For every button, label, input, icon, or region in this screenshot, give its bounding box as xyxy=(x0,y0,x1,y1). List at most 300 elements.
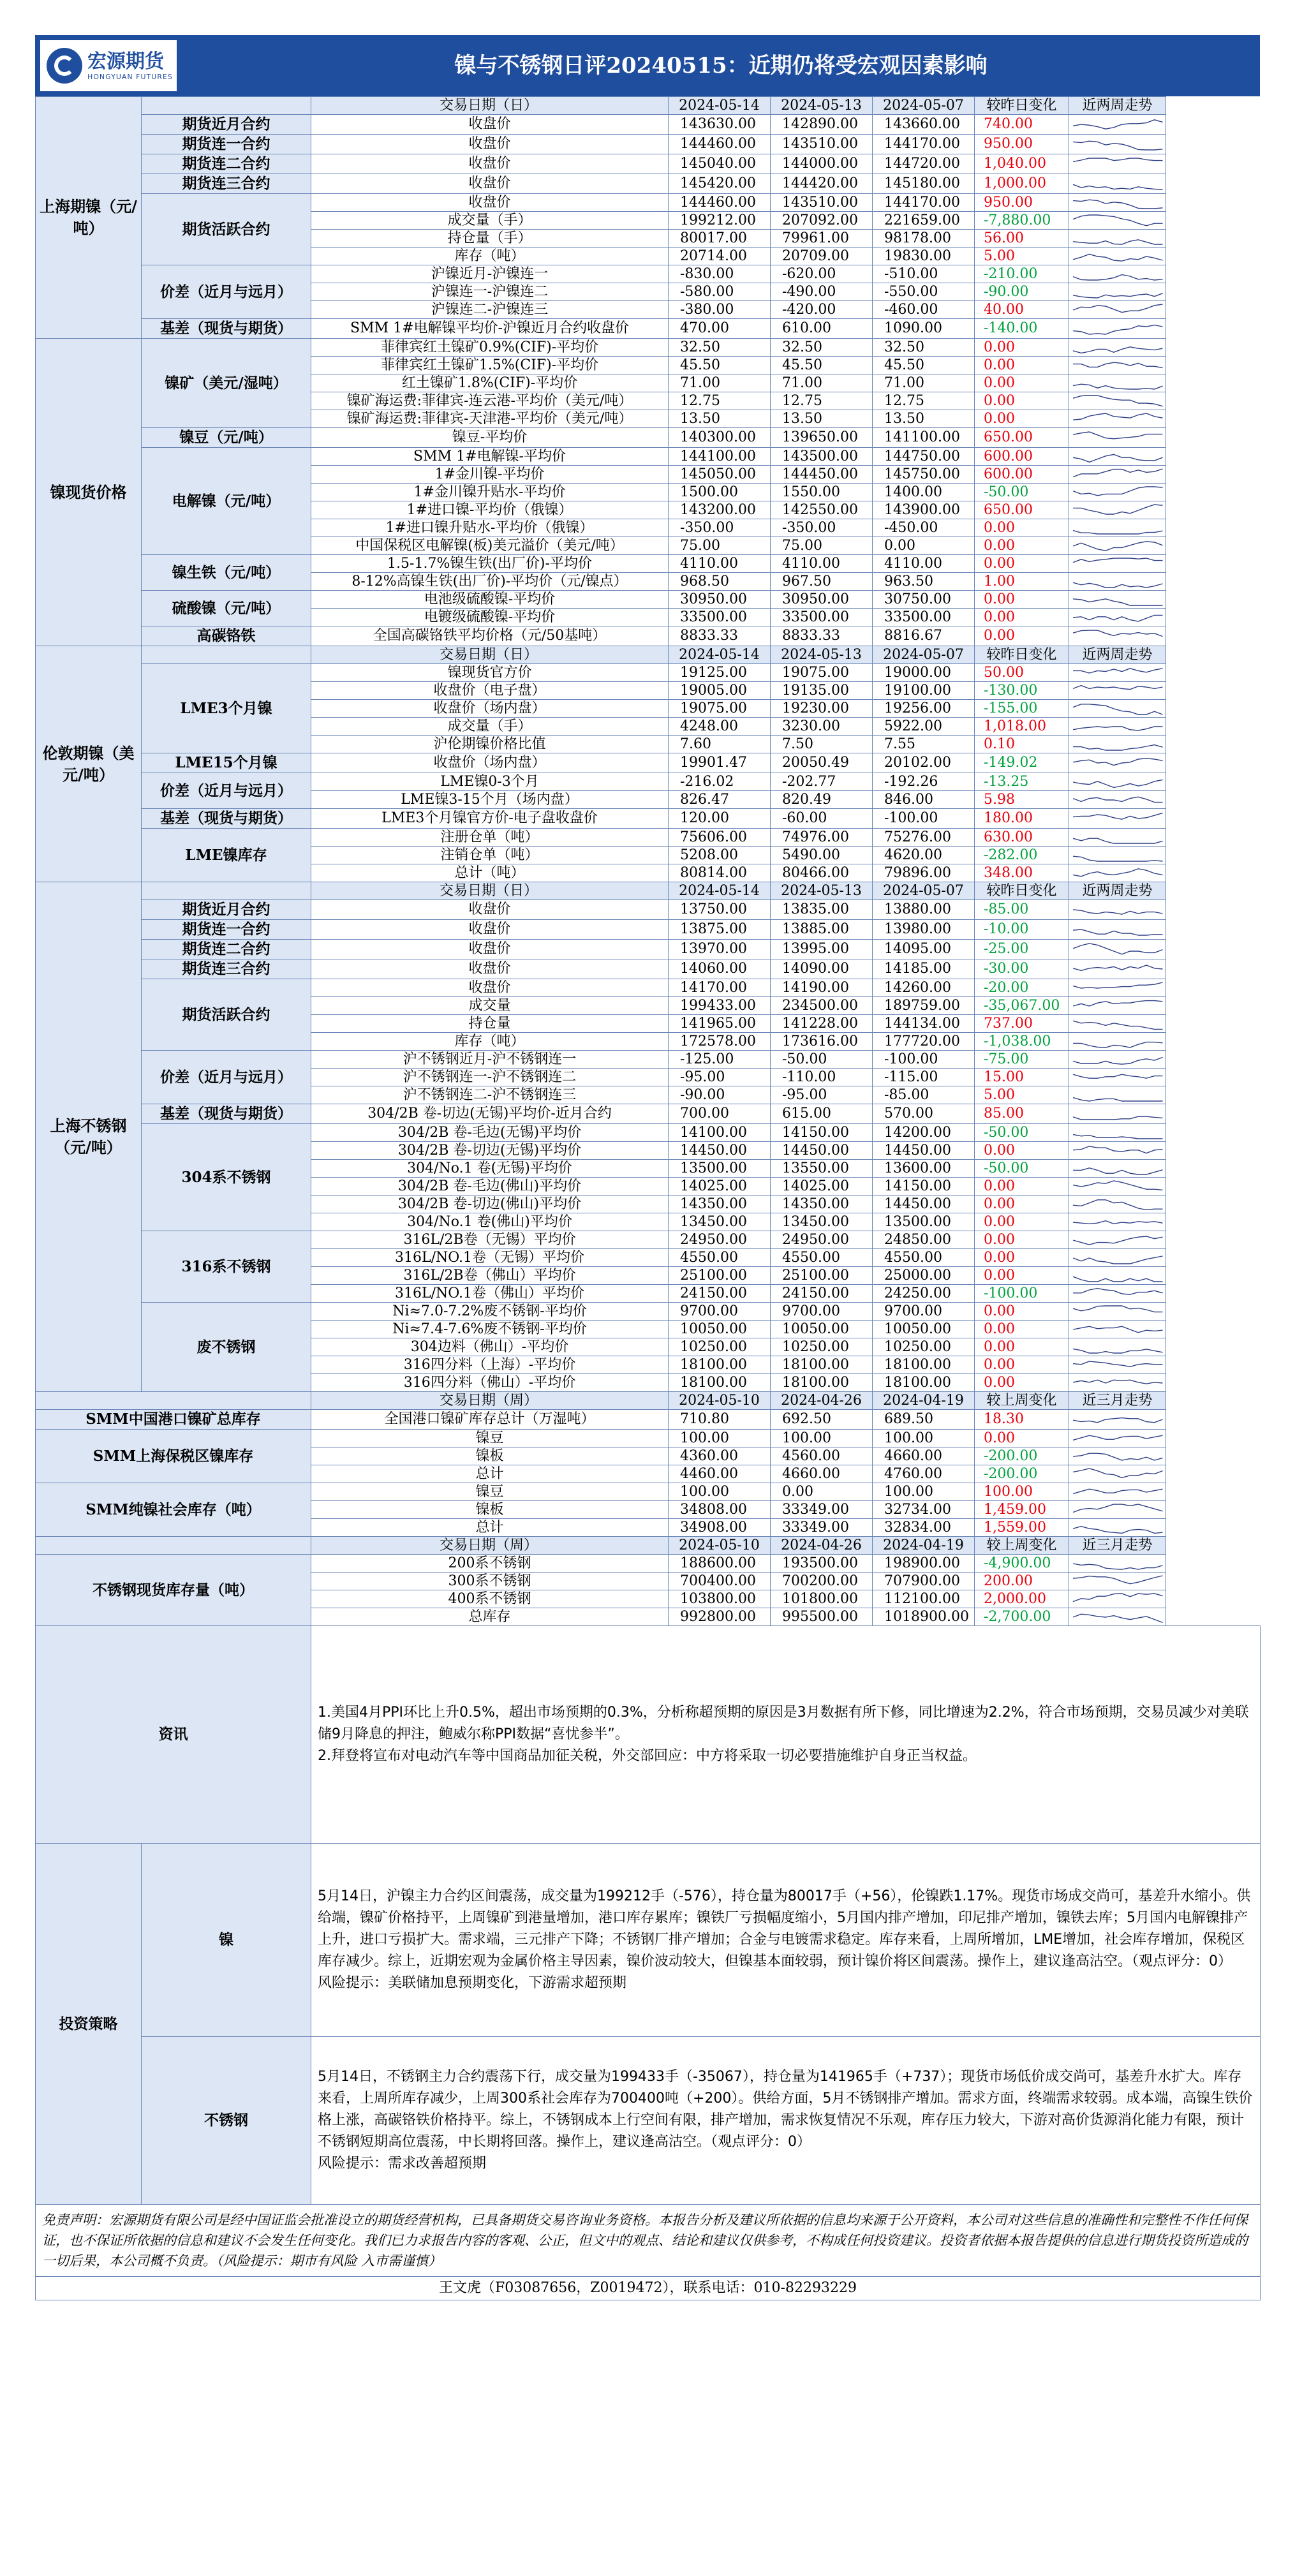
trend-cell xyxy=(1069,484,1166,501)
change-cell: 600.00 xyxy=(975,466,1069,484)
value-cell: 193500.00 xyxy=(771,1555,873,1573)
indicator-name: LME3个月镍官方价-电子盘收盘价 xyxy=(311,809,669,829)
change-cell: 2,000.00 xyxy=(975,1590,1069,1608)
trend-line xyxy=(1073,1504,1162,1513)
trend-line xyxy=(1073,797,1162,802)
value-cell: -510.00 xyxy=(873,265,975,283)
trend-cell xyxy=(1069,339,1166,357)
indicator-name: 1#金川镍-平均价 xyxy=(311,466,669,484)
data-row xyxy=(36,809,1261,829)
trend-line xyxy=(1073,1167,1162,1174)
value-cell: 207092.00 xyxy=(771,212,873,230)
trend-cell xyxy=(1069,319,1166,339)
value-cell: 141100.00 xyxy=(873,428,975,448)
value-cell: 4248.00 xyxy=(669,718,771,736)
value-cell: 14190.00 xyxy=(771,979,873,997)
change-cell: 0.00 xyxy=(975,1321,1069,1338)
indicator-name: 总库存 xyxy=(311,1608,669,1626)
indicator-name: 收盘价 xyxy=(311,900,669,920)
change-cell: 0.00 xyxy=(975,1430,1069,1447)
indicator-name: 300系不锈钢 xyxy=(311,1573,669,1590)
trend-line xyxy=(1073,120,1162,129)
trend-cell xyxy=(1069,1231,1166,1249)
indicator-name: 收盘价 xyxy=(311,174,669,194)
value-cell: 144720.00 xyxy=(873,154,975,174)
value-cell: 142550.00 xyxy=(771,501,873,519)
change-cell: 5.00 xyxy=(975,1086,1069,1104)
indicator-name: Ni≈7.4-7.6%废不锈钢-平均价 xyxy=(311,1321,669,1338)
change-cell: 0.00 xyxy=(975,1231,1069,1249)
trend-cell xyxy=(1069,537,1166,555)
value-cell: 173616.00 xyxy=(771,1033,873,1051)
subgroup-label: 期货近月合约 xyxy=(142,900,311,920)
section-header-row xyxy=(36,1392,1261,1410)
value-cell: 100.00 xyxy=(669,1483,771,1501)
value-cell: 13600.00 xyxy=(873,1160,975,1178)
trend-line xyxy=(1073,1614,1162,1622)
change-cell: 1,000.00 xyxy=(975,174,1069,194)
change-cell: 0.00 xyxy=(975,591,1069,609)
value-cell: 5208.00 xyxy=(669,847,771,864)
news-item: 2.拜登将宣布对电动汽车等中国商品加征关税，外交部回应：中方将采取一切必要措施维护自身正当权益。 xyxy=(318,1748,977,1764)
change-cell: 950.00 xyxy=(975,194,1069,212)
trend-line xyxy=(1073,325,1162,334)
value-cell: 1500.00 xyxy=(669,484,771,501)
change-cell: -90.00 xyxy=(975,283,1069,301)
value-cell: -85.00 xyxy=(873,1086,975,1104)
indicator-name: Ni≈7.0-7.2%废不锈钢-平均价 xyxy=(311,1303,669,1321)
trend-sparkline xyxy=(1072,1502,1163,1518)
contact-row xyxy=(36,2277,1261,2300)
trend-sparkline xyxy=(1072,1215,1163,1230)
subgroup-label: SMM纯镍社会库存（吨） xyxy=(36,1483,311,1537)
value-cell: 14450.00 xyxy=(873,1195,975,1213)
indicator-name: 注销仓单（吨） xyxy=(311,847,669,864)
column-header: 2024-04-19 xyxy=(873,1392,975,1410)
value-cell: 79961.00 xyxy=(771,230,873,248)
trend-line xyxy=(1073,668,1162,672)
value-cell: 4620.00 xyxy=(873,847,975,864)
change-cell: 1,459.00 xyxy=(975,1501,1069,1519)
value-cell: 144170.00 xyxy=(873,194,975,212)
trend-sparkline xyxy=(1072,592,1163,607)
value-cell: -216.02 xyxy=(669,773,771,791)
trend-line xyxy=(1073,780,1162,787)
indicator-name: 收盘价 xyxy=(311,959,669,979)
value-cell: 45.50 xyxy=(873,357,975,374)
blank-cell xyxy=(142,882,311,900)
change-cell: 0.00 xyxy=(975,626,1069,646)
change-cell: -85.00 xyxy=(975,900,1069,920)
indicator-name: 316L/NO.1卷（无锡）平均价 xyxy=(311,1249,669,1267)
value-cell: 100.00 xyxy=(873,1483,975,1501)
change-cell: -200.00 xyxy=(975,1447,1069,1465)
trend-line xyxy=(1073,1435,1162,1440)
trend-line xyxy=(1073,184,1162,189)
value-cell: 19005.00 xyxy=(669,682,771,700)
trend-cell xyxy=(1069,283,1166,301)
indicator-name: 收盘价（场内盘） xyxy=(311,700,669,718)
trend-cell xyxy=(1069,1555,1166,1573)
trend-sparkline xyxy=(1072,1412,1163,1427)
column-header: 近两周走势 xyxy=(1069,646,1166,664)
section-header-row xyxy=(36,882,1261,900)
trend-cell xyxy=(1069,135,1166,154)
value-cell: 4110.00 xyxy=(669,555,771,573)
trend-line xyxy=(1073,1564,1162,1569)
data-row xyxy=(36,265,1261,283)
value-cell: 199212.00 xyxy=(669,212,771,230)
trend-cell xyxy=(1069,1410,1166,1430)
indicator-name: LME镍0-3个月 xyxy=(311,773,669,791)
indicator-name: 304边料（佛山）-平均价 xyxy=(311,1338,669,1356)
value-cell: 75.00 xyxy=(771,537,873,555)
value-cell: 25100.00 xyxy=(669,1267,771,1285)
indicator-name: 收盘价 xyxy=(311,940,669,959)
group-label: 镍现货价格 xyxy=(36,339,142,646)
value-cell: -830.00 xyxy=(669,265,771,283)
value-cell: 33349.00 xyxy=(771,1519,873,1537)
trend-cell xyxy=(1069,1303,1166,1321)
indicator-name: 304/2B 卷-切边(无锡)平均价 xyxy=(311,1142,669,1160)
subgroup-label: 价差（近月与远月） xyxy=(142,1051,311,1104)
value-cell: 4550.00 xyxy=(771,1249,873,1267)
column-header: 2024-05-14 xyxy=(669,882,771,900)
trend-sparkline xyxy=(1072,628,1163,644)
value-cell: 7.50 xyxy=(771,736,873,753)
indicator-name: 304/2B 卷-切边(无锡)平均价-近月合约 xyxy=(311,1104,669,1124)
value-cell: 4660.00 xyxy=(873,1447,975,1465)
trend-line xyxy=(1073,615,1162,621)
value-cell: 143900.00 xyxy=(873,501,975,519)
contact-info: 王文虎（F03087656，Z0019472），联系电话：010-82293229 xyxy=(36,2277,1261,2300)
news-row xyxy=(36,1626,1261,1844)
value-cell: 1400.00 xyxy=(873,484,975,501)
value-cell: 4560.00 xyxy=(771,1447,873,1465)
value-cell: 25000.00 xyxy=(873,1267,975,1285)
value-cell: 140300.00 xyxy=(669,428,771,448)
value-cell: 13970.00 xyxy=(669,940,771,959)
indicator-name: 库存（吨） xyxy=(311,248,669,265)
value-cell: -125.00 xyxy=(669,1051,771,1069)
trend-sparkline xyxy=(1072,1250,1163,1266)
indicator-name: 镍矿海运费:菲律宾-天津港-平均价（美元/吨） xyxy=(311,410,669,428)
value-cell: 33500.00 xyxy=(669,609,771,626)
value-cell: 19830.00 xyxy=(873,248,975,265)
trend-line xyxy=(1073,813,1162,820)
change-cell: -75.00 xyxy=(975,1051,1069,1069)
change-cell: -200.00 xyxy=(975,1465,1069,1483)
value-cell: 234500.00 xyxy=(771,997,873,1015)
change-cell: -20.00 xyxy=(975,979,1069,997)
value-cell: 101800.00 xyxy=(771,1590,873,1608)
trend-sparkline xyxy=(1072,485,1163,500)
trend-line xyxy=(1073,141,1162,150)
value-cell: 20714.00 xyxy=(669,248,771,265)
trend-sparkline xyxy=(1072,1449,1163,1464)
indicator-name: 收盘价 xyxy=(311,154,669,174)
trend-cell xyxy=(1069,1573,1166,1590)
value-cell: 20709.00 xyxy=(771,248,873,265)
value-cell: 177720.00 xyxy=(873,1033,975,1051)
trend-cell xyxy=(1069,791,1166,809)
change-cell: 0.00 xyxy=(975,1195,1069,1213)
trend-cell xyxy=(1069,1590,1166,1608)
data-row xyxy=(36,154,1261,174)
value-cell: -60.00 xyxy=(771,809,873,829)
value-cell: 14350.00 xyxy=(771,1195,873,1213)
value-cell: 144460.00 xyxy=(669,135,771,154)
data-row xyxy=(36,339,1261,357)
subgroup-label: 基差（现货与期货） xyxy=(142,319,311,339)
value-cell: 12.75 xyxy=(669,392,771,410)
indicator-name: 收盘价（电子盘） xyxy=(311,682,669,700)
value-cell: 13450.00 xyxy=(771,1213,873,1231)
trend-cell xyxy=(1069,1160,1166,1178)
trend-sparkline xyxy=(1072,1125,1163,1141)
value-cell: 14450.00 xyxy=(873,1142,975,1160)
column-header: 2024-05-10 xyxy=(669,1537,771,1555)
change-cell: 0.00 xyxy=(975,1213,1069,1231)
trend-cell xyxy=(1069,1447,1166,1465)
trend-cell xyxy=(1069,357,1166,374)
trend-line xyxy=(1073,541,1162,550)
value-cell: -100.00 xyxy=(873,809,975,829)
data-row xyxy=(36,115,1261,135)
value-cell: 19075.00 xyxy=(771,664,873,682)
risk-note: 风险提示：需求改善超预期 xyxy=(318,2156,487,2172)
trend-cell xyxy=(1069,466,1166,484)
strategy-text: 5月14日，不锈钢主力合约震荡下行，成交量为199433手（-35067），持仓量为141965手（+737）；现货市场低价成交尚可，基差升水扩大。库存来看，上周所库存减少，上周300系社会库存为700400吨（+200）。供给方面，5月不锈钢排产增加。需求方面，终端需求较弱。成本端，高镍生铁价格上涨，高碳铬铁价格持平。综上，不锈钢成本上行空间有限，排产增加，需求恢复情况不乐观，库存压力较大，下游对高价货源消化能力有限，预计不锈钢短期高位震荡，中长期将回落。操作上，建议逢高沽空。（观点评分：0） xyxy=(318,2069,1253,2150)
strategy-nickel-label: 镍 xyxy=(142,1844,311,2037)
trend-line xyxy=(1073,1349,1162,1353)
value-cell: 19230.00 xyxy=(771,700,873,718)
value-cell: 18100.00 xyxy=(873,1374,975,1392)
trend-cell xyxy=(1069,700,1166,718)
value-cell: 143500.00 xyxy=(771,448,873,466)
value-cell: 13980.00 xyxy=(873,920,975,940)
column-header: 近三月走势 xyxy=(1069,1537,1166,1555)
value-cell: 13450.00 xyxy=(669,1213,771,1231)
value-cell: 10050.00 xyxy=(669,1321,771,1338)
change-cell: -100.00 xyxy=(975,1285,1069,1303)
value-cell: -380.00 xyxy=(669,301,771,319)
trend-sparkline xyxy=(1072,1052,1163,1067)
value-cell: 30950.00 xyxy=(669,591,771,609)
trend-sparkline xyxy=(1072,866,1163,881)
subgroup-label: 硫酸镍（元/吨） xyxy=(142,591,311,626)
trend-cell xyxy=(1069,1124,1166,1142)
value-cell: 25100.00 xyxy=(771,1267,873,1285)
trend-cell xyxy=(1069,230,1166,248)
value-cell: 32834.00 xyxy=(873,1519,975,1537)
blank-cell xyxy=(142,646,311,664)
trend-sparkline xyxy=(1072,1304,1163,1319)
report-title: 镍与不锈钢日评20240515：近期仍将受宏观因素影响 xyxy=(454,53,988,78)
data-row xyxy=(36,448,1261,466)
value-cell: 9700.00 xyxy=(669,1303,771,1321)
indicator-name: LME镍3-15个月（场内盘） xyxy=(311,791,669,809)
change-cell: 50.00 xyxy=(975,664,1069,682)
indicator-name: 收盘价（场内盘） xyxy=(311,753,669,773)
indicator-name: 316四分料（上海）-平均价 xyxy=(311,1356,669,1374)
trend-cell xyxy=(1069,753,1166,773)
value-cell: 24150.00 xyxy=(669,1285,771,1303)
trend-sparkline xyxy=(1072,1556,1163,1571)
indicator-name: 电镀级硫酸镍-平均价 xyxy=(311,609,669,626)
trend-cell xyxy=(1069,900,1166,920)
value-cell: 120.00 xyxy=(669,809,771,829)
value-cell: 30950.00 xyxy=(771,591,873,609)
trend-cell xyxy=(1069,1104,1166,1124)
change-cell: 740.00 xyxy=(975,115,1069,135)
indicator-name: 库存（吨） xyxy=(311,1033,669,1051)
change-cell: 0.00 xyxy=(975,609,1069,626)
column-header: 2024-05-13 xyxy=(771,646,873,664)
trend-line xyxy=(1073,1576,1162,1584)
trend-line xyxy=(1073,1042,1162,1047)
value-cell: -350.00 xyxy=(771,519,873,537)
value-cell: 13550.00 xyxy=(771,1160,873,1178)
column-header: 交易日期（日） xyxy=(311,882,669,900)
column-header: 较昨日变化 xyxy=(975,646,1069,664)
trend-sparkline xyxy=(1072,1340,1163,1355)
subgroup-label: LME3个月镍 xyxy=(142,664,311,753)
indicator-name: 镍板 xyxy=(311,1501,669,1519)
trend-sparkline xyxy=(1072,1070,1163,1085)
indicator-name: 316L/NO.1卷（佛山）平均价 xyxy=(311,1285,669,1303)
trend-line xyxy=(1073,239,1162,244)
value-cell: 8833.33 xyxy=(771,626,873,646)
trend-line xyxy=(1073,413,1162,420)
column-header: 近三月走势 xyxy=(1069,1392,1166,1410)
company-logo xyxy=(40,40,177,91)
value-cell: 139650.00 xyxy=(771,428,873,448)
subgroup-label: 316系不锈钢 xyxy=(142,1231,311,1303)
trend-sparkline xyxy=(1072,942,1163,957)
value-cell: 470.00 xyxy=(669,319,771,339)
value-cell: 18100.00 xyxy=(669,1374,771,1392)
trend-line xyxy=(1073,1489,1162,1493)
column-header: 近两周走势 xyxy=(1069,97,1166,115)
data-row xyxy=(36,1231,1261,1249)
value-cell: 71.00 xyxy=(771,374,873,392)
trend-sparkline xyxy=(1072,340,1163,355)
news-content xyxy=(311,1626,1261,1844)
trend-line xyxy=(1073,1220,1162,1224)
data-row xyxy=(36,1104,1261,1124)
indicator-name: 成交量（手） xyxy=(311,718,669,736)
indicator-name: 沪伦期镍价格比值 xyxy=(311,736,669,753)
change-cell: -13.25 xyxy=(975,773,1069,791)
trend-cell xyxy=(1069,448,1166,466)
trend-line xyxy=(1073,1256,1162,1264)
trend-line xyxy=(1073,727,1162,730)
trend-sparkline xyxy=(1072,467,1163,482)
change-cell: -2,700.00 xyxy=(975,1608,1069,1626)
trend-line xyxy=(1073,346,1162,353)
change-cell: 0.00 xyxy=(975,374,1069,392)
trend-cell xyxy=(1069,410,1166,428)
column-header: 较昨日变化 xyxy=(975,882,1069,900)
indicator-name: 304/2B 卷-毛边(佛山)平均价 xyxy=(311,1178,669,1195)
column-header: 较上周变化 xyxy=(975,1392,1069,1410)
trend-sparkline xyxy=(1072,267,1163,282)
section-header-row xyxy=(36,97,1261,115)
trend-line xyxy=(1073,1418,1162,1423)
indicator-name: 镍豆 xyxy=(311,1430,669,1447)
trend-line xyxy=(1073,1380,1162,1384)
value-cell: 13750.00 xyxy=(669,900,771,920)
value-cell: 33349.00 xyxy=(771,1501,873,1519)
value-cell: 143630.00 xyxy=(669,115,771,135)
value-cell: -90.00 xyxy=(669,1086,771,1104)
trend-sparkline xyxy=(1072,137,1163,152)
change-cell: 1.00 xyxy=(975,573,1069,591)
change-cell: 200.00 xyxy=(975,1573,1069,1590)
subgroup-label: 期货连三合约 xyxy=(142,959,311,979)
subgroup-label: 高碳铬铁 xyxy=(142,626,311,646)
trend-line xyxy=(1073,1097,1162,1100)
data-row xyxy=(36,626,1261,646)
value-cell: 18100.00 xyxy=(771,1374,873,1392)
value-cell: 144420.00 xyxy=(771,174,873,194)
value-cell: 144000.00 xyxy=(771,154,873,174)
value-cell: 24250.00 xyxy=(873,1285,975,1303)
value-cell: 32.50 xyxy=(873,339,975,357)
column-header: 2024-04-26 xyxy=(771,1392,873,1410)
column-header: 交易日期（日） xyxy=(311,646,669,664)
indicator-name: 总计（吨） xyxy=(311,864,669,882)
trend-cell xyxy=(1069,1015,1166,1033)
subgroup-label: 304系不锈钢 xyxy=(142,1124,311,1231)
change-cell: -155.00 xyxy=(975,700,1069,718)
trend-line xyxy=(1073,505,1162,514)
value-cell: 14150.00 xyxy=(873,1178,975,1195)
trend-line xyxy=(1073,1236,1162,1245)
change-cell: -7,880.00 xyxy=(975,212,1069,230)
trend-line xyxy=(1073,1021,1162,1029)
trend-cell xyxy=(1069,1142,1166,1160)
change-cell: 600.00 xyxy=(975,448,1069,466)
indicator-name: 316L/2B卷（无锡）平均价 xyxy=(311,1231,669,1249)
trend-cell xyxy=(1069,1338,1166,1356)
value-cell: 189759.00 xyxy=(873,997,975,1015)
trend-line xyxy=(1073,1181,1162,1190)
value-cell: 14025.00 xyxy=(771,1178,873,1195)
value-cell: 32.50 xyxy=(669,339,771,357)
indicator-name: 沪不锈钢连一-沪不锈钢连二 xyxy=(311,1069,669,1086)
data-row xyxy=(36,920,1261,940)
value-cell: 71.00 xyxy=(669,374,771,392)
indicator-name: 镍豆 xyxy=(311,1483,669,1501)
value-cell: 10250.00 xyxy=(873,1338,975,1356)
data-row xyxy=(36,900,1261,920)
trend-cell xyxy=(1069,392,1166,410)
indicator-name: 镍现货官方价 xyxy=(311,664,669,682)
value-cell: 700200.00 xyxy=(771,1573,873,1590)
trend-sparkline xyxy=(1072,1016,1163,1032)
trend-line xyxy=(1073,759,1162,766)
value-cell: 5922.00 xyxy=(873,718,975,736)
column-header: 2024-05-07 xyxy=(873,646,975,664)
column-header: 2024-05-14 xyxy=(669,97,771,115)
value-cell: 13880.00 xyxy=(873,900,975,920)
trend-sparkline xyxy=(1072,1610,1163,1625)
change-cell: 0.00 xyxy=(975,357,1069,374)
subgroup-label: 期货活跃合约 xyxy=(142,194,311,265)
trend-sparkline xyxy=(1072,285,1163,300)
